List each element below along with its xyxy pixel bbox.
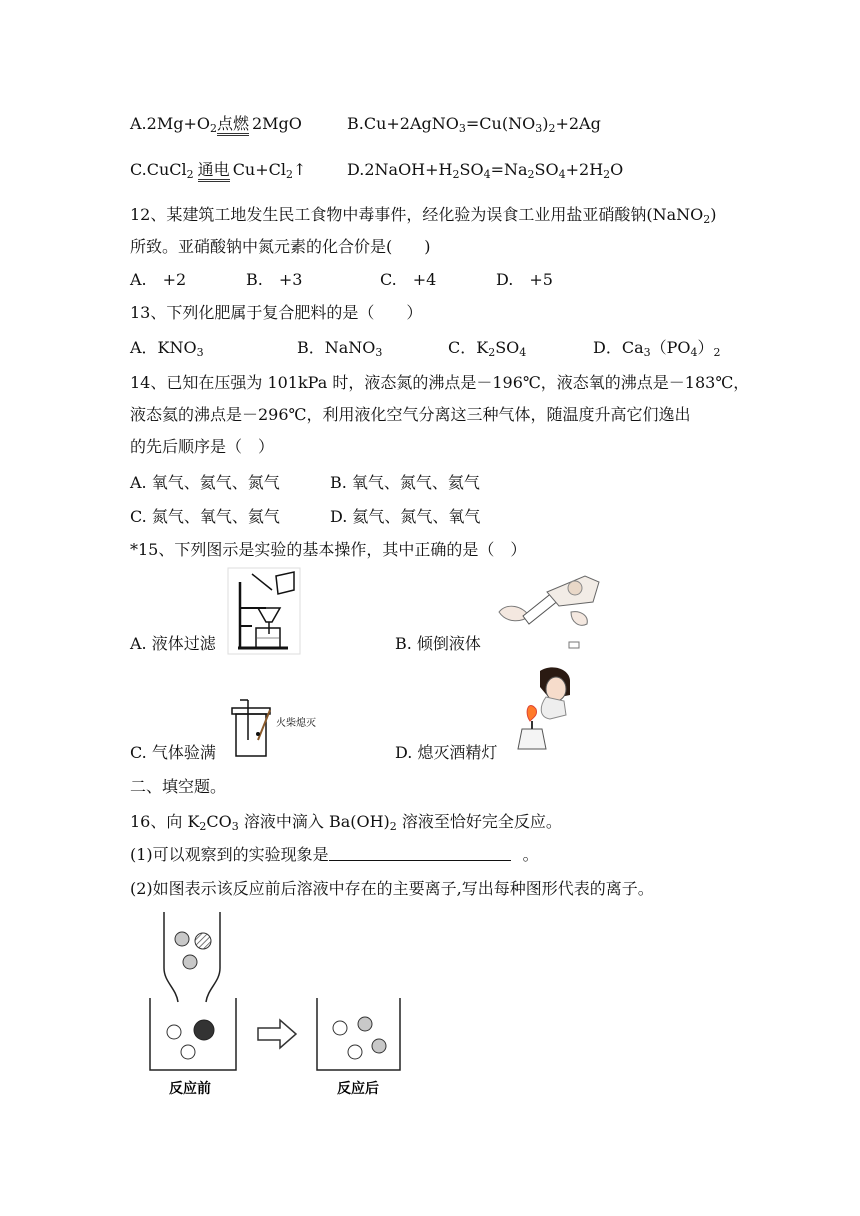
- q13-option-a: A．$KNO_3$: [130, 338, 204, 359]
- q14-stem-line1: 14、已知在压强为 101kPa 时，液态氮的沸点是－196℃，液态氧的沸点是－183℃，: [130, 373, 750, 392]
- pouring-liquid-figure: [493, 572, 605, 656]
- answer-blank[interactable]: [329, 846, 511, 861]
- beaker-after: [317, 998, 400, 1070]
- gray-ion: [372, 1039, 386, 1053]
- q13-option-c: C．$K_2SO_4$: [448, 338, 527, 359]
- q12-option-d: D. +5: [496, 270, 553, 289]
- dropper-left-wall: [164, 912, 178, 1002]
- q15-option-b: B. 倾倒液体: [395, 634, 481, 653]
- beaker-before: [150, 998, 236, 1070]
- gray-ion: [175, 932, 189, 946]
- hatched-ion: [195, 933, 211, 949]
- q16-part2: (2)如图表示该反应前后溶液中存在的主要离子,写出每种图形代表的离子。: [130, 879, 654, 898]
- q13-option-d: D．$Ca_3(PO_4)_2$: [593, 338, 721, 359]
- gray-ion: [358, 1017, 372, 1031]
- q12-option-b: B. +3: [246, 270, 303, 289]
- q12-stem-line2: 所致。亚硝酸钠中氮元素的化合价是( ): [130, 237, 431, 256]
- q14-option-c: C. 氮气、氧气、氦气: [130, 507, 280, 526]
- q12-option-c: C. +4: [380, 270, 437, 289]
- white-ion: [181, 1045, 195, 1059]
- reaction-condition: 点燃: [217, 115, 249, 136]
- q14-option-d: D. 氦气、氮气、氧气: [330, 507, 481, 526]
- white-ion: [348, 1045, 362, 1059]
- match-label: 火柴熄灭: [276, 718, 316, 729]
- filtration-figure: [228, 568, 300, 654]
- q14-option-a: A. 氧气、氦气、氮气: [130, 473, 280, 492]
- section-heading: 二、填空题。: [130, 777, 227, 796]
- q13-option-b: B．NaNO$_3$: [297, 338, 383, 359]
- ion-reaction-diagram: [140, 910, 410, 1100]
- before-label: 反应前: [169, 1081, 211, 1097]
- alcohol-lamp-figure: [510, 665, 590, 757]
- q14-option-b: B. 氧气、氮气、氦气: [330, 473, 480, 492]
- reaction-condition: 通电: [198, 161, 230, 182]
- white-ion: [167, 1025, 181, 1039]
- q11-option-d: $D.2NaOH+H_2SO_4=Na_2SO_4+2H_2O$: [347, 160, 624, 181]
- q15-option-c: C. 气体验满: [130, 743, 216, 762]
- white-ion: [333, 1021, 347, 1035]
- q15-stem: *15、下列图示是实验的基本操作，其中正确的是（ ）: [130, 540, 527, 559]
- q11-option-c: C.CuCl$_2$ 通电 $Cu+Cl_2↑$: [130, 160, 307, 181]
- q12-option-a: A. +2: [130, 270, 187, 289]
- gray-ion: [183, 955, 197, 969]
- gas-full-check-figure: [230, 700, 316, 758]
- after-label: 反应后: [337, 1081, 379, 1097]
- q11-option-b: $B.Cu+2AgNO_3=Cu(NO_3)_2+2Ag$: [347, 114, 601, 135]
- q15-option-d: D. 熄灭酒精灯: [395, 743, 498, 762]
- black-ion: [194, 1020, 214, 1040]
- q15-option-a: A. 液体过滤: [130, 634, 216, 653]
- dropper-right-wall: [206, 912, 220, 1002]
- q14-stem-line3: 的先后顺序是（ ）: [130, 437, 275, 456]
- reaction-arrow-icon: [258, 1020, 296, 1048]
- q11-option-a: $A.2Mg+O_2$点燃 2MgO: [130, 114, 302, 135]
- q16-stem: 16、向 $K_2CO_3$ 溶液中滴入 $Ba(OH)_2$ 溶液至恰好完全反应。: [130, 812, 562, 833]
- q14-stem-line2: 液态氦的沸点是－296℃，利用液化空气分离这三种气体，随温度升高它们逸出: [130, 405, 691, 424]
- q13-stem: 13、下列化肥属于复合肥料的是（ ）: [130, 303, 423, 322]
- q12-stem-line1: 12、某建筑工地发生民工食物中毒事件，经化验为误食工业用盐亚硝酸钠(NaNO$_2$): [130, 205, 717, 226]
- q16-part1: (1)可以观察到的实验现象是 。: [130, 845, 539, 864]
